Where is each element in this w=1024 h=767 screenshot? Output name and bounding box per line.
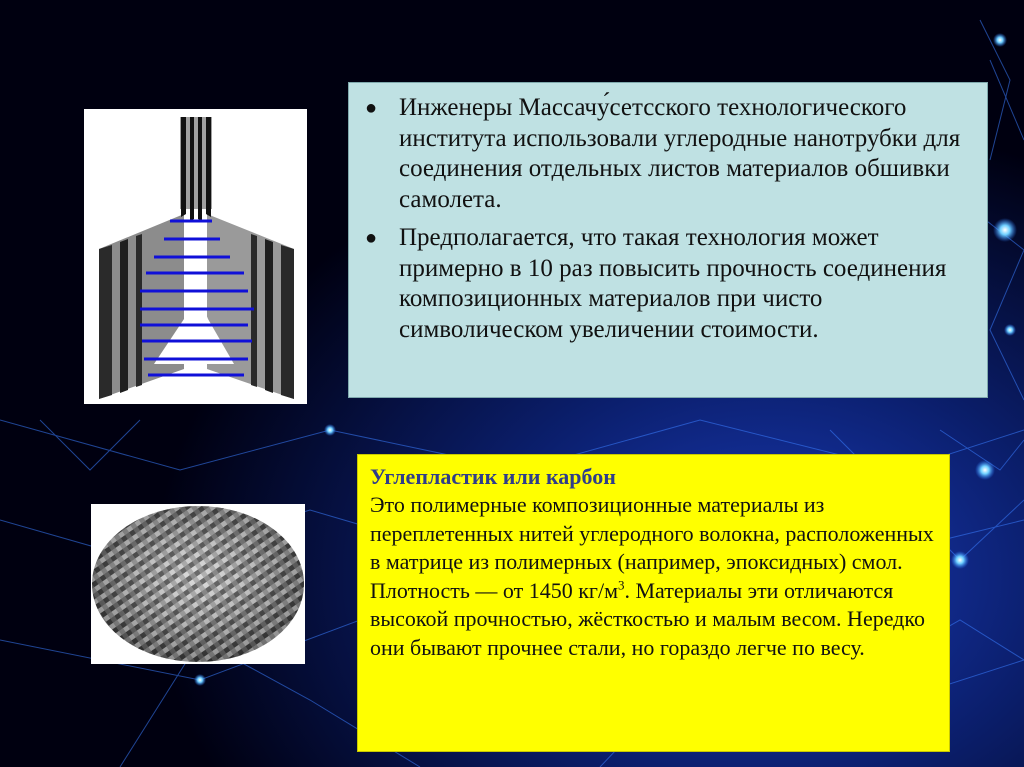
- carbon-description-part2: . Материалы эти отличаются высокой прочностью, жёсткостью и малым весом. Нередко они бывают прочнее стали, но гораздо легче по весу.: [370, 577, 925, 660]
- carbon-fiber-image: [91, 504, 305, 664]
- carbon-title: Углепластик или карбон: [370, 464, 616, 489]
- bullet-text: Предполагается, что такая технология может примерно в 10 раз повысить прочность соединения композиционных материалов при чисто символическом увеличении стоимости.: [399, 224, 947, 343]
- carbon-info-panel: [357, 454, 950, 752]
- nanotube-joint-illustration: [84, 109, 307, 404]
- carbon-description-part1: Это полимерные композиционные материалы из переплетенных нитей углеродного волокна, расположенных в матрице из полимерных (например, эпоксидных) смол. Плотность — от 1450 кг/м: [370, 492, 934, 603]
- carbon-fiber-weave: [91, 504, 305, 664]
- bullet-item: [363, 93, 971, 215]
- bullet-item: [363, 223, 971, 345]
- bullet-icon: ●: [365, 227, 378, 249]
- nanotube-info-panel: [348, 82, 988, 398]
- nanotube-joint-image: [84, 109, 307, 404]
- bullet-icon: ●: [365, 97, 378, 119]
- carbon-description: [370, 491, 939, 663]
- unit-superscript: 3: [618, 577, 625, 593]
- bullet-text: Инженеры Массачу́сетсского технологического института использовали углеродные нанотрубки для соединения отдельных листов материалов обшивки самолета.: [399, 94, 961, 213]
